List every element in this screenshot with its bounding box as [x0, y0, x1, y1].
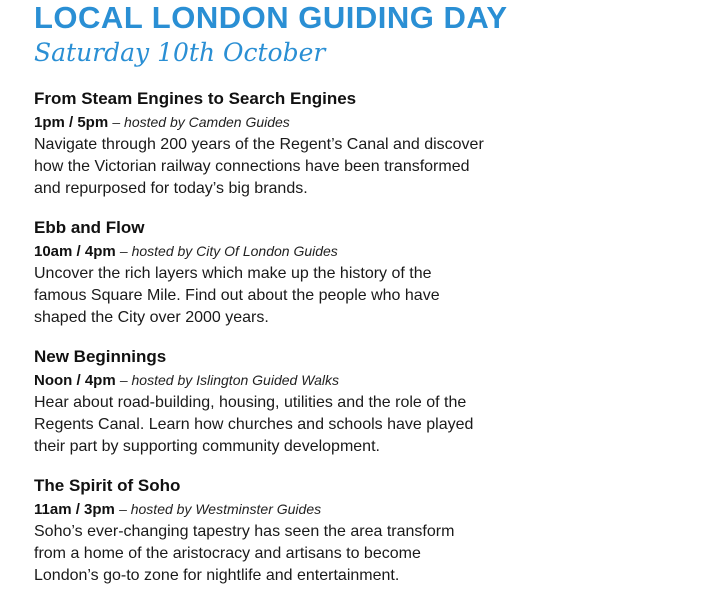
event-list	[34, 86, 694, 602]
event-host: – hosted by Islington Guided Walks	[119, 372, 340, 388]
event-item	[34, 344, 694, 458]
event-host: – hosted by City Of London Guides	[119, 243, 338, 259]
event-meta	[34, 498, 694, 521]
page-header	[34, 0, 508, 68]
event-item	[34, 473, 694, 587]
event-date: Saturday 10th October	[34, 38, 326, 67]
event-host: – hosted by Westminster Guides	[119, 501, 322, 517]
event-title: Ebb and Flow	[34, 218, 145, 237]
event-description: Navigate through 200 years of the Regent’s Canal and discover how the Victorian railway connections have been transformed and repurposed for today’s big brands.	[34, 136, 484, 197]
event-meta	[34, 240, 694, 263]
event-time: Noon / 4pm	[34, 372, 116, 389]
event-description: Soho’s ever-changing tapestry has seen the area transform from a home of the aristocracy and artisans to become London’s go-to zone for nightlife and entertainment.	[34, 523, 455, 584]
event-time: 10am / 4pm	[34, 243, 116, 260]
event-description: Uncover the rich layers which make up the history of the famous Square Mile. Find out about the people who have shaped the City over 2000 years.	[34, 265, 440, 326]
event-meta	[34, 111, 694, 134]
event-item	[34, 86, 694, 200]
event-time: 1pm / 5pm	[34, 114, 109, 131]
event-title: From Steam Engines to Search Engines	[34, 89, 357, 108]
event-meta	[34, 369, 694, 392]
event-item	[34, 215, 694, 329]
event-time: 11am / 3pm	[34, 501, 115, 518]
event-host: – hosted by Camden Guides	[112, 114, 290, 130]
page-title: LOCAL LONDON GUIDING DAY	[34, 0, 508, 35]
event-description: Hear about road-building, housing, utilities and the role of the Regents Canal. Learn how churches and schools have played their part by supporting community development.	[34, 394, 474, 455]
event-title: The Spirit of Soho	[34, 476, 181, 495]
event-title: New Beginnings	[34, 347, 167, 366]
